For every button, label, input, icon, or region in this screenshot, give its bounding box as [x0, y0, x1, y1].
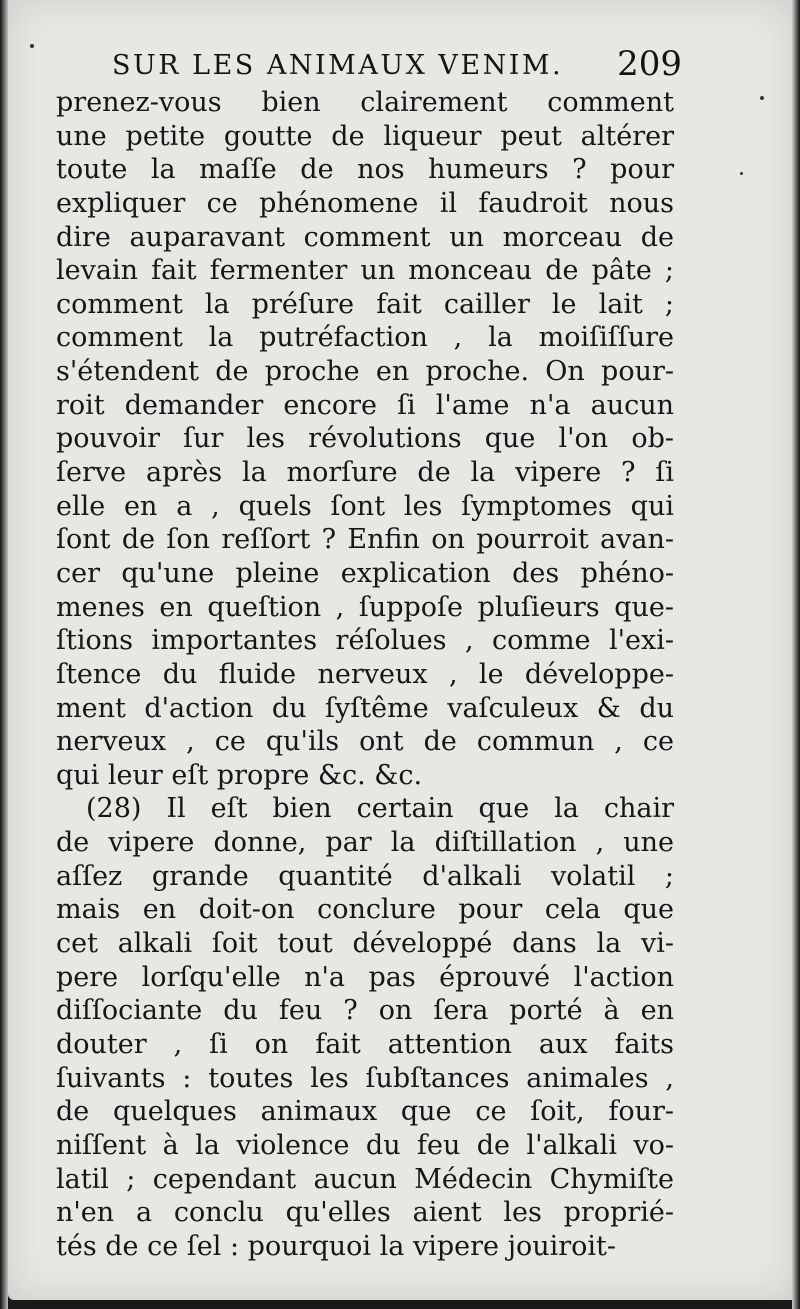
text-line: diſſociante du feu ? on ſera porté à en [56, 995, 674, 1027]
text-line: niſſent à la violence du feu de l'alkali vo- [56, 1129, 674, 1161]
text-line: ſont de ſon reſſort ? Enfin on pourroit avan- [56, 524, 674, 556]
text-line: comment la putréfaction , la moiſiſſure [56, 322, 674, 354]
text-line: cer qu'une pleine explication des phéno- [56, 557, 674, 589]
text-line: mais en doit-on conclure pour cela que [56, 894, 674, 926]
text-line: ſtions importantes réſolues , comme l'exi- [56, 625, 674, 657]
text-line: ſuivants : toutes les ſubſtances animales , [56, 1062, 674, 1094]
ink-speck [30, 44, 34, 48]
body-text [56, 86, 674, 1263]
text-line: elle en a , quels ſont les ſymptomes qui [56, 490, 674, 522]
text-line: n'en a conclu qu'elles aient les proprié- [56, 1197, 674, 1229]
paragraph [56, 86, 674, 792]
text-line: une petite goutte de liqueur peut altérer [56, 120, 674, 152]
text-line: tés de ce ſel : pourquoi la vipere jouiroit- [56, 1230, 616, 1262]
text-line: latil ; cependant aucun Médecin Chymiſte [56, 1163, 674, 1195]
text-line: cet alkali ſoit tout développé dans la vi- [56, 928, 674, 960]
text-line: menes en queſtion , ſuppoſe pluſieurs que- [56, 591, 674, 623]
text-line: (28) Il eſt bien certain que la chair [86, 793, 674, 825]
text-line: ſerve après la morſure de la vipere ? ſi [56, 457, 674, 489]
text-line: de vipere donne, par la diſtillation , une [56, 827, 674, 859]
paragraph [56, 792, 674, 1263]
page-shadow-left [0, 0, 8, 1309]
page-shadow-right [792, 0, 800, 1309]
text-line: levain fait fermenter un monceau de pâte ; [56, 255, 674, 287]
text-line: nerveux , ce qu'ils ont de commun , ce [56, 726, 674, 758]
text-line: aſſez grande quantité d'alkali volatil ; [56, 860, 674, 892]
running-head: SUR LES ANIMAUX VENIM. [112, 50, 564, 81]
text-line: prenez-vous bien clairement comment [56, 87, 674, 118]
text-line: douter , ſi on fait attention aux faits [56, 1028, 674, 1060]
text-line: ſtence du fluide nerveux , le développe- [56, 658, 674, 690]
text-line: comment la préſure fait cailler le lait ; [56, 288, 674, 320]
text-line: roit demander encore ſi l'ame n'a aucun [56, 389, 674, 421]
text-line: toute la maſſe de nos humeurs ? pour [56, 154, 674, 186]
page-header [112, 44, 682, 90]
text-line: pouvoir ſur les révolutions que l'on ob- [56, 423, 674, 455]
text-line: expliquer ce phénomene il faudroit nous [56, 187, 674, 219]
text-line: pere lorſqu'elle n'a pas éprouvé l'action [56, 961, 674, 993]
text-line: de quelques animaux que ce ſoit, four- [56, 1096, 674, 1128]
text-line: qui leur eſt propre &c. &c. [56, 759, 423, 791]
text-line: dire auparavant comment un morceau de [56, 221, 674, 253]
text-line: s'étendent de proche en proche. On pour- [56, 356, 674, 388]
ink-speck [760, 96, 764, 100]
page-number: 209 [617, 44, 682, 84]
text-line: ment d'action du ſyſtême vaſculeux & du [56, 692, 674, 724]
ink-speck [740, 172, 743, 175]
